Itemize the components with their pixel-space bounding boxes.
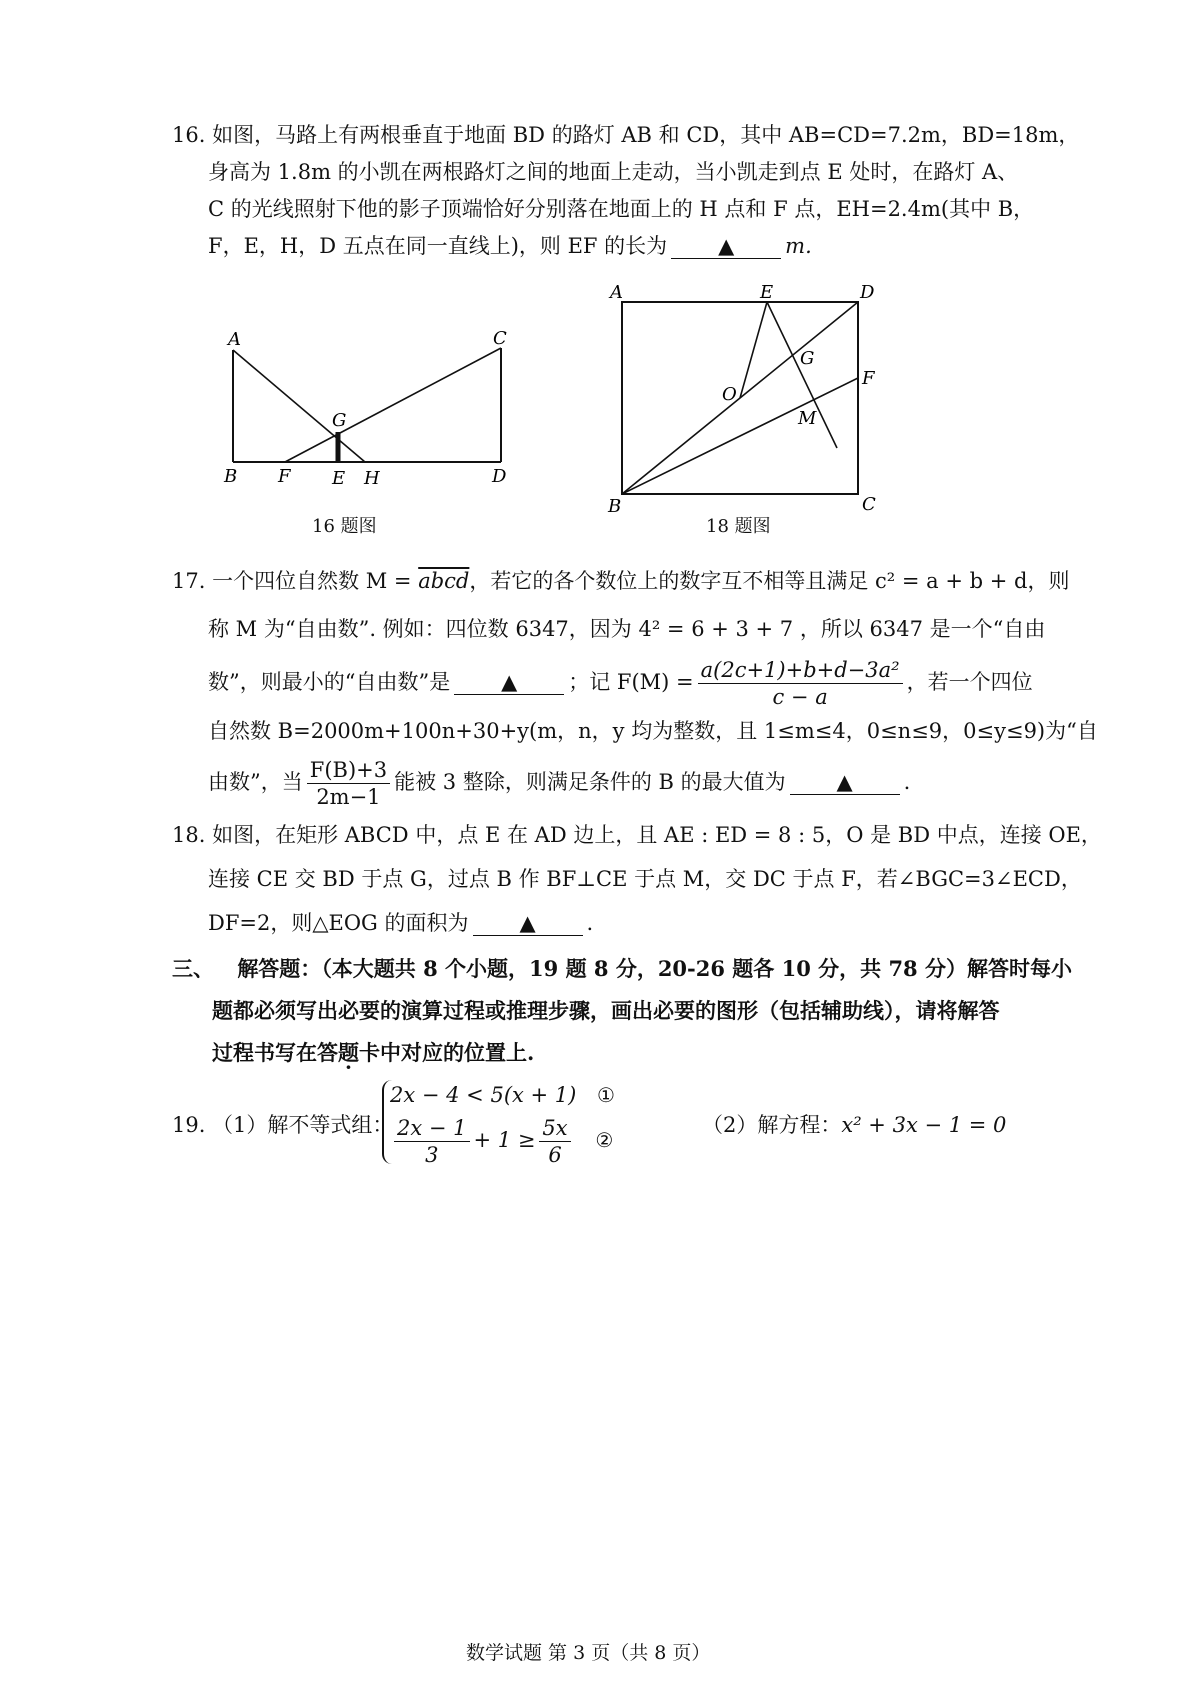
- q19-ineq2-left-fraction: [394, 1115, 470, 1168]
- section-3-line-1-rest: （本大题共 8 个小题，19 题 8 分，20-26 题各 10 分，共 78 分）解答时每小: [321, 956, 1072, 981]
- q16-answer-blank: ▲: [671, 234, 781, 259]
- q19-part-1-label: （1）解不等式组：: [212, 1113, 394, 1137]
- q17-answer-blank-1: ▲: [454, 670, 564, 695]
- q18-line-2: 连接 CE 交 BD 于点 G，过点 B 作 BF⊥CE 于点 M，交 DC 于点 F，若∠BGC=3∠ECD，: [208, 867, 1082, 891]
- fig18-label-m: M: [798, 408, 817, 429]
- q16-line-2: 身高为 1.8m 的小凯在两根路灯之间的地面上走动，当小凯走到点 E 处时，在路灯 A、: [208, 160, 1019, 184]
- q19-ineq2-left-num: 2x − 1: [394, 1115, 470, 1142]
- q19-ineq2-right-fraction: [539, 1115, 570, 1168]
- fig16-label-d: D: [492, 466, 507, 487]
- q16-line-4-text: F，E，H，D 五点在同一直线上)，则 EF 的长为: [208, 234, 668, 258]
- q17-line-3: [208, 652, 1033, 712]
- q16-line-3: C 的光线照射下他的影子顶端恰好分别落在地面上的 H 点和 F 点，EH=2.4m(其中 B，: [208, 197, 1035, 221]
- fig18-label-o: O: [722, 384, 737, 405]
- section-3-line-3-text: 过程书写在: [212, 1040, 317, 1065]
- q17-fm-denominator: c − a: [772, 685, 828, 709]
- q17-fm-numerator: a(2c+1)+b+d−3a²: [698, 657, 903, 684]
- fig18-label-c: C: [862, 494, 876, 515]
- fig16-label-a: A: [228, 329, 241, 350]
- q17-line-1-rest: ，若它的各个数位上的数字互不相等且满足 c² = a + b + d，则: [469, 569, 1070, 593]
- figure-16: [210, 320, 530, 490]
- q19-inequality-1: [390, 1080, 615, 1110]
- fig16-label-e: E: [332, 468, 346, 489]
- fig18-label-b: B: [608, 496, 622, 515]
- section-3-number: 三、: [172, 956, 214, 981]
- q19-mark-1: ①: [597, 1083, 615, 1107]
- q17-line-3-text: 数”，则最小的“自由数”是: [208, 670, 451, 694]
- q17-line-2: 称 M 为“自由数”. 例如：四位数 6347，因为 4² = 6 + 3 + 7 ，所以 6347 是一个“自由: [208, 617, 1046, 641]
- q17-answer-blank-2: ▲: [790, 770, 900, 795]
- q19-ineq2-mid: + 1 ≥: [473, 1128, 536, 1152]
- section-3-line-1: [172, 954, 1072, 984]
- fig16-ray-cf: [285, 348, 501, 462]
- q19-number: 19.: [172, 1113, 206, 1137]
- q17-fb-denominator: 2m−1: [316, 785, 381, 809]
- fig18-label-f: F: [862, 368, 875, 389]
- q19-mark-2: ②: [595, 1128, 614, 1152]
- fig18-label-g: G: [800, 348, 815, 369]
- q17-fm-fraction: [698, 657, 903, 710]
- fig16-label-f: F: [278, 466, 291, 487]
- q17-abcd: abcd: [418, 569, 470, 593]
- fig18-caption: 18 题图: [706, 516, 771, 537]
- q16-line-4: [208, 231, 812, 261]
- fig16-caption: 16 题图: [312, 516, 377, 537]
- q18-line-3-text: DF=2，则△EOG 的面积为: [208, 911, 469, 935]
- section-3-line-2: 题都必须写出必要的演算过程或推理步骤，画出必要的图形（包括辅助线），请将解答: [212, 998, 1000, 1023]
- fig18-label-a: A: [610, 282, 623, 303]
- fig16-ray-ah: [233, 350, 365, 462]
- q17-line-1: [172, 566, 1069, 596]
- section-3-emphasis: 答题卡: [317, 1040, 380, 1065]
- q18-line-3: [208, 908, 593, 938]
- section-3-line-3-rest: 中对应的位置上.: [380, 1040, 535, 1065]
- q19-ineq2-right-den: 6: [548, 1143, 562, 1167]
- q17-line-5-rest: .: [903, 770, 911, 794]
- section-3-line-3: [212, 1038, 534, 1068]
- fig16-label-g: G: [332, 410, 347, 431]
- q18-line-1: 18. 如图，在矩形 ABCD 中，点 E 在 AD 边上，且 AE : ED = 8 : 5，O 是 BD 中点，连接 OE，: [172, 823, 1102, 847]
- fig18-label-d: D: [860, 282, 875, 303]
- q17-fm-label: ；记 F(M) =: [568, 670, 694, 694]
- section-3-title: 解答题：: [237, 956, 322, 981]
- q16-line-1: 16. 如图，马路上有两根垂直于地面 BD 的路灯 AB 和 CD，其中 AB=CD=7.2m，BD=18m，: [172, 123, 1080, 147]
- figure-18: [600, 280, 900, 515]
- q17-fb-fraction: [307, 757, 390, 810]
- fig16-label-b: B: [224, 466, 238, 487]
- q17-line-3-rest: ，若一个四位: [906, 670, 1033, 694]
- q19-equation: x² + 3x − 1 = 0: [841, 1113, 1007, 1137]
- q19-inequality-1-text: 2x − 4 < 5(x + 1): [390, 1083, 577, 1107]
- q17-line-5-text: 由数”，当: [208, 770, 303, 794]
- q17-line-5-mid: 能被 3 整除，则满足条件的 B 的最大值为: [394, 770, 786, 794]
- q19-part-2-label: （2）解方程：: [702, 1113, 842, 1137]
- page-footer: 数学试题 第 3 页（共 8 页）: [466, 1642, 711, 1664]
- fig18-label-e: E: [760, 282, 774, 303]
- q16-unit: m.: [785, 234, 812, 258]
- q19-ineq2-left-den: 3: [425, 1143, 439, 1167]
- fig16-label-h: H: [364, 468, 380, 489]
- q18-line-3-rest: .: [586, 911, 594, 935]
- q17-fb-numerator: F(B)+3: [307, 757, 390, 784]
- fig16-label-c: C: [493, 328, 507, 349]
- fig18-line-oe: [740, 302, 767, 398]
- q19-inequality-2: [390, 1112, 613, 1168]
- q17-line-1-text: 17. 一个四位自然数 M =: [172, 569, 419, 593]
- q19-ineq2-right-num: 5x: [539, 1115, 570, 1142]
- q17-line-4: 自然数 B=2000m+100n+30+y(m，n，y 均为整数，且 1≤m≤4，0≤n≤9，0≤y≤9)为“自: [208, 719, 1098, 743]
- q19-part-2: [702, 1110, 1006, 1140]
- q17-line-5: [208, 752, 910, 812]
- q18-answer-blank: ▲: [473, 911, 583, 936]
